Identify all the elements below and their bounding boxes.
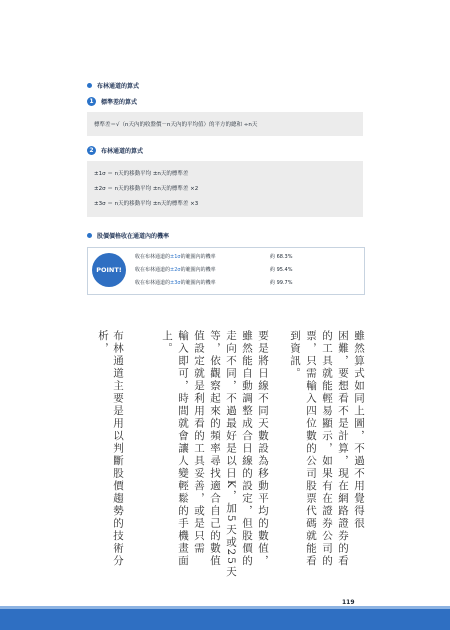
row-probability: 約 68.3% — [270, 254, 293, 260]
subheading-label: 標準差的算式 — [101, 99, 138, 106]
body-text-column: 的工具就能輕易顯示，如果有在證券公司的 — [321, 330, 333, 568]
body-text-column: 走向不同，不過最好是以日K，加5天或25天 — [225, 330, 237, 579]
row-prefix: 收在布林通道的 — [135, 267, 171, 273]
probability-row — [135, 253, 293, 260]
section-heading-bollinger-formula — [87, 81, 139, 90]
row-suffix: 的範圍內的機率 — [180, 267, 216, 273]
bullet-icon — [87, 233, 92, 238]
point-badge: POINT! — [92, 253, 126, 287]
body-text-column: 輸入即可，時間就會讓人變輕鬆的手機畫面 — [177, 330, 189, 568]
formula-line-1sigma: ±1σ ＝ n天的移動平均 ±n天的標準差 — [94, 171, 189, 177]
probability-row — [135, 279, 293, 286]
footer-bar — [0, 609, 450, 630]
body-text-column: 要是將日線不同天數設為移動平均的數值， — [257, 330, 269, 568]
row-suffix: 的範圍內的機率 — [180, 280, 216, 286]
formula-std-dev: 標準差＝√（n天內的收盤價－n天內的平均值）的平方的總和 ÷n天 — [94, 122, 258, 128]
body-text-column: 到資訊。 — [289, 330, 301, 380]
row-suffix: 的範圍內的機率 — [180, 254, 216, 260]
body-text-column: 雖然算式如同上圖，不過不用覺得很 — [353, 330, 365, 530]
row-band: ±1σ — [170, 254, 181, 260]
body-text-column: 布林通道主要是用以判斷股價趨勢的技術分析， — [97, 330, 124, 568]
formula-line-2sigma: ±2σ ＝ n天的移動平均 ±n天的標準差 ×2 — [94, 186, 199, 192]
row-band: ±3σ — [170, 280, 181, 286]
body-text-column: 困難，要想看不是計算，現在網路證券的看 — [337, 330, 349, 568]
bullet-icon — [87, 83, 92, 88]
number-badge-2: 2 — [87, 146, 96, 155]
row-prefix: 收在布林通道的 — [135, 280, 171, 286]
section-heading-label: 布林通道的算式 — [97, 83, 140, 90]
point-panel — [87, 247, 365, 295]
body-text-column: 等，依觀察起來的頻率尋找適合自己的數值 — [209, 330, 221, 568]
probability-row — [135, 266, 293, 273]
row-prefix: 收在布林通道的 — [135, 254, 171, 260]
subheading-label: 布林通道的算式 — [101, 148, 144, 155]
body-text-column: 上。 — [161, 330, 173, 355]
body-text-column: 值設定就是利用看的工具妥善，或是只需 — [193, 330, 205, 555]
section-heading-label: 股價價格收在通道內的機率 — [97, 233, 170, 240]
body-text-column: 雖然能自動調整成合日線的設定，但股價的 — [241, 330, 253, 568]
row-probability: 約 99.7% — [270, 280, 293, 286]
subheading-bollinger-bands — [87, 146, 143, 155]
row-band: ±2σ — [170, 267, 181, 273]
page-number: 119 — [342, 599, 355, 606]
row-probability: 約 95.4% — [270, 267, 293, 273]
number-badge-1: 1 — [87, 97, 96, 106]
formula-line-3sigma: ±3σ ＝ n天的移動平均 ±n天的標準差 ×3 — [94, 201, 199, 207]
subheading-std-dev — [87, 97, 137, 106]
section-heading-probability — [87, 231, 169, 240]
body-text-column: 票，只需輸入四位數的公司股票代碼就能看 — [305, 330, 317, 568]
